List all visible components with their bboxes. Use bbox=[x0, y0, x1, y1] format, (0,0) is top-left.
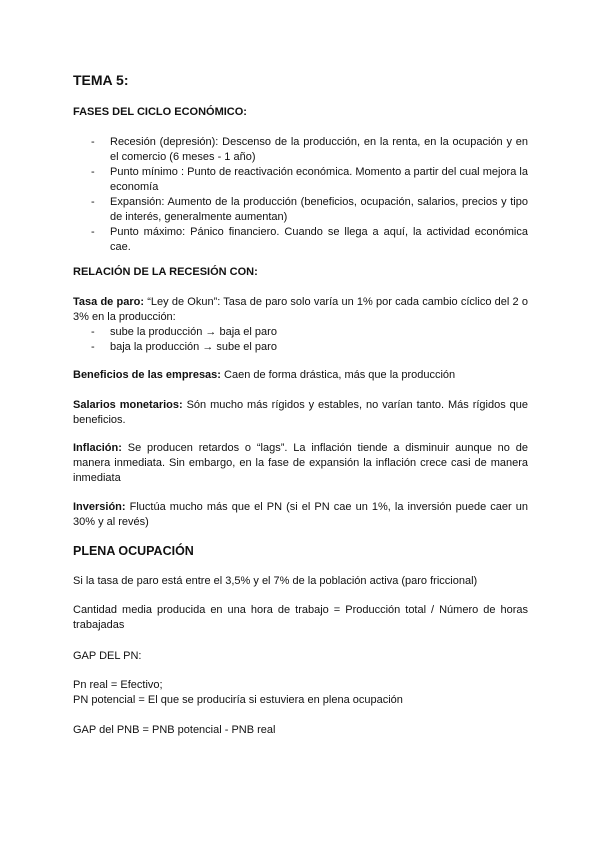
beneficios-paragraph: Beneficios de las empresas: Caen de forma drástica, más que la producción bbox=[73, 369, 456, 381]
inflacion-paragraph: Inflación: Se producen retardos o “lags”. La inflación tiende a disminuir aunque no de manera inmediata. Sin embargo, en la fase de expansión la inflación crece casi de manera inmediata bbox=[73, 442, 528, 484]
pn-potencial-line: PN potencial = El que se produciría si estuviera en plena ocupación bbox=[73, 694, 403, 706]
document-title: TEMA 5: bbox=[73, 72, 129, 88]
relacion-heading: RELACIÓN DE LA RECESIÓN CON: bbox=[73, 266, 258, 278]
tasa-paro-label: Tasa de paro: bbox=[73, 296, 145, 308]
plena-ocupacion-heading: PLENA OCUPACIÓN bbox=[73, 544, 194, 558]
pn-real-line: Pn real = Efectivo; bbox=[73, 679, 163, 691]
salarios-label: Salarios monetarios: bbox=[73, 399, 183, 411]
paro-item-sube: - sube la producción → baja el paro bbox=[91, 326, 277, 338]
inflacion-label: Inflación: bbox=[73, 442, 122, 454]
fases-list bbox=[73, 135, 528, 255]
salarios-paragraph: Salarios monetarios: Són mucho más rígidos y estables, no varían tanto. Más rígidos que beneficios. bbox=[73, 399, 528, 426]
beneficios-label: Beneficios de las empresas: bbox=[73, 369, 221, 381]
fases-heading: FASES DEL CICLO ECONÓMICO: bbox=[73, 106, 247, 118]
paro-item-baja: - baja la producción → sube el paro bbox=[91, 341, 277, 353]
fases-item-punto-maximo: - Punto máximo: Pánico financiero. Cuando se llega a aquí, la actividad económica cae. bbox=[91, 226, 528, 253]
tasa-paro-paragraph: Tasa de paro: “Ley de Okun”: Tasa de paro solo varía un 1% por cada cambio cíclico del 2 o 3% en la producción: bbox=[73, 296, 528, 323]
paro-list bbox=[73, 325, 528, 355]
plena-paragraph-2: Cantidad media producida en una hora de trabajo = Producción total / Número de horas trabajadas bbox=[73, 604, 528, 631]
inversion-paragraph: Inversión: Fluctúa mucho más que el PN (si el PN cae un 1%, la inversión puede caer un 30% y al revés) bbox=[73, 501, 528, 528]
fases-item-punto-minimo: - Punto mínimo : Punto de reactivación económica. Momento a partir del cual mejora la economía bbox=[91, 166, 528, 193]
gap-formula-line: GAP del PNB = PNB potencial - PNB real bbox=[73, 724, 276, 736]
plena-paragraph-1: Si la tasa de paro está entre el 3,5% y el 7% de la población activa (paro friccional) bbox=[73, 575, 478, 587]
fases-item-expansion: - Expansión: Aumento de la producción (beneficios, ocupación, salarios, precios y tipo de interés, generalmente aumentan) bbox=[91, 196, 528, 223]
fases-item-recesion: - Recesión (depresión): Descenso de la producción, en la renta, en la ocupación y en el comercio (6 meses - 1 año) bbox=[91, 136, 528, 163]
inversion-label: Inversión: bbox=[73, 501, 126, 513]
gap-heading: GAP DEL PN: bbox=[73, 650, 142, 662]
